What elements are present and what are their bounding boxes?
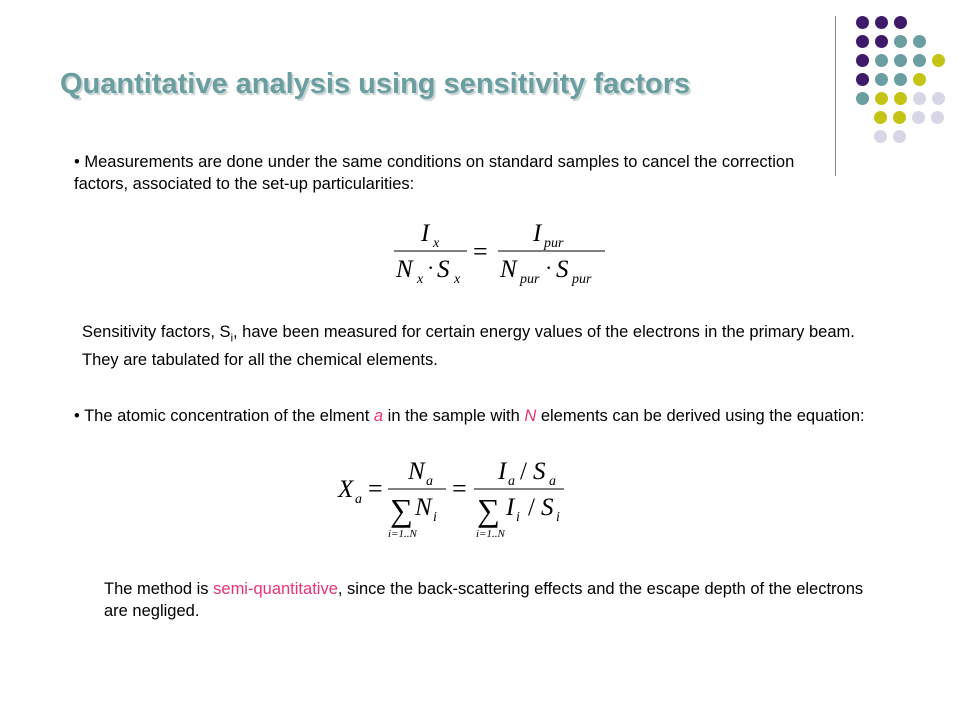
decorative-dot	[893, 130, 906, 143]
sensitivity-sub: i	[230, 332, 234, 345]
decorative-dot	[875, 54, 888, 67]
eq2-f1-den-sub: i	[433, 510, 437, 525]
eq2-f2-num-i-sub: a	[508, 474, 515, 489]
decorative-dot	[894, 54, 907, 67]
eq1-lhs-dot: ·	[427, 255, 435, 280]
eq2-f1-den-n: N	[415, 494, 432, 521]
eq2-equals-1: =	[368, 474, 383, 503]
decorative-dot	[894, 92, 907, 105]
eq2-equals-2: =	[452, 474, 467, 503]
bullet-measurements	[74, 151, 834, 195]
decorative-dot	[894, 16, 907, 29]
eq2-f1-sum-sign: ∑	[390, 492, 413, 528]
eq2-f1-numerator-sub: a	[426, 474, 433, 489]
decorative-dot	[874, 111, 887, 124]
eq2-f2-den-s-sub: i	[556, 510, 560, 525]
decorative-dot	[856, 16, 869, 29]
bullet-measurements-text: Measurements are done under the same conditions on standard samples to cancel the correction factors, associated to the set-up particularities:	[74, 153, 795, 193]
bullet2-text-b: in the sample with	[383, 407, 525, 425]
eq2-f2-den-i-sub: i	[516, 510, 520, 525]
decorative-dot	[894, 35, 907, 48]
eq1-rhs-numerator: I	[533, 220, 542, 247]
decorative-dot	[931, 111, 944, 124]
sensitivity-paragraph	[82, 321, 862, 371]
decorative-dot	[875, 73, 888, 86]
eq2-lhs-x: X	[338, 476, 354, 503]
bullet-marker: •	[74, 407, 80, 425]
decorative-dot	[913, 92, 926, 105]
decorative-divider	[835, 16, 836, 176]
bullet2-text-c: elements can be derived using the equation:	[536, 407, 865, 425]
conclusion-text-b: , since the back-scattering effects and the escape depth of the electrons are negliged.	[104, 580, 864, 620]
eq1-rhs-den-n: N	[500, 256, 517, 283]
conclusion-paragraph	[104, 578, 884, 622]
eq1-rhs-den-s-sub: pur	[572, 272, 592, 287]
eq2-f2-den-i: I	[506, 494, 515, 521]
eq1-rhs-den-s: S	[556, 256, 569, 283]
eq1-rhs-numerator-sub: pur	[544, 236, 564, 251]
eq1-lhs-den-n: N	[396, 256, 413, 283]
decorative-dot	[932, 92, 945, 105]
eq2-lhs-sub: a	[355, 492, 362, 507]
decorative-dot	[913, 73, 926, 86]
decorative-dot	[875, 16, 888, 29]
decorative-dot	[932, 54, 945, 67]
page-title: Quantitative analysis using sensitivity factors	[60, 68, 691, 100]
conclusion-highlight: semi-quantitative	[213, 580, 338, 598]
decorative-dot	[913, 54, 926, 67]
eq1-rhs-dot: ·	[545, 255, 553, 280]
decorative-dot	[875, 92, 888, 105]
eq1-rhs-den-n-sub: pur	[520, 272, 540, 287]
eq2-f2-den-s: S	[541, 494, 554, 521]
decorative-dot	[875, 35, 888, 48]
equation-standard-ratio	[380, 210, 620, 290]
eq2-f1-sum-range: i=1..N	[388, 528, 417, 540]
eq1-equals: =	[473, 237, 488, 266]
eq2-f2-num-i: I	[498, 458, 507, 485]
decorative-dot	[874, 130, 887, 143]
eq2-f2-sum-range: i=1..N	[476, 528, 505, 540]
eq2-f2-num-s-sub: a	[549, 474, 556, 489]
eq1-lhs-numerator-sub: x	[433, 236, 440, 251]
bullet-marker: •	[74, 153, 80, 171]
eq2-f2-num-slash: /	[520, 458, 527, 485]
decorative-dot	[893, 111, 906, 124]
decorative-dot	[856, 54, 869, 67]
eq2-f2-sum-sign: ∑	[477, 492, 500, 528]
eq1-lhs-den-n-sub: x	[417, 272, 424, 287]
decorative-dot	[856, 35, 869, 48]
decorative-dot	[856, 92, 869, 105]
sensitivity-text-a: Sensitivity factors, S	[82, 323, 231, 341]
decorative-dot	[856, 73, 869, 86]
bullet-atomic-concentration	[74, 405, 904, 427]
eq2-f2-den-slash: /	[528, 494, 535, 521]
decorative-dot	[894, 73, 907, 86]
bullet2-text-a: The atomic concentration of the elment	[84, 407, 374, 425]
equation-atomic-concentration	[330, 455, 580, 545]
sensitivity-text-b: , have been measured for certain energy values of the electrons in the primary beam. They are tabulated for all the chemical elements.	[82, 323, 855, 370]
eq2-f1-numerator: N	[408, 458, 425, 485]
eq1-lhs-den-s-sub: x	[454, 272, 461, 287]
eq2-f2-num-s: S	[533, 458, 546, 485]
eq1-lhs-den-s: S	[437, 256, 450, 283]
variable-a: a	[373, 407, 384, 425]
conclusion-text-a: The method is	[104, 580, 214, 598]
eq1-lhs-numerator: I	[421, 220, 430, 247]
variable-n: N	[524, 407, 537, 425]
decorative-dot	[913, 35, 926, 48]
decorative-dot	[912, 111, 925, 124]
